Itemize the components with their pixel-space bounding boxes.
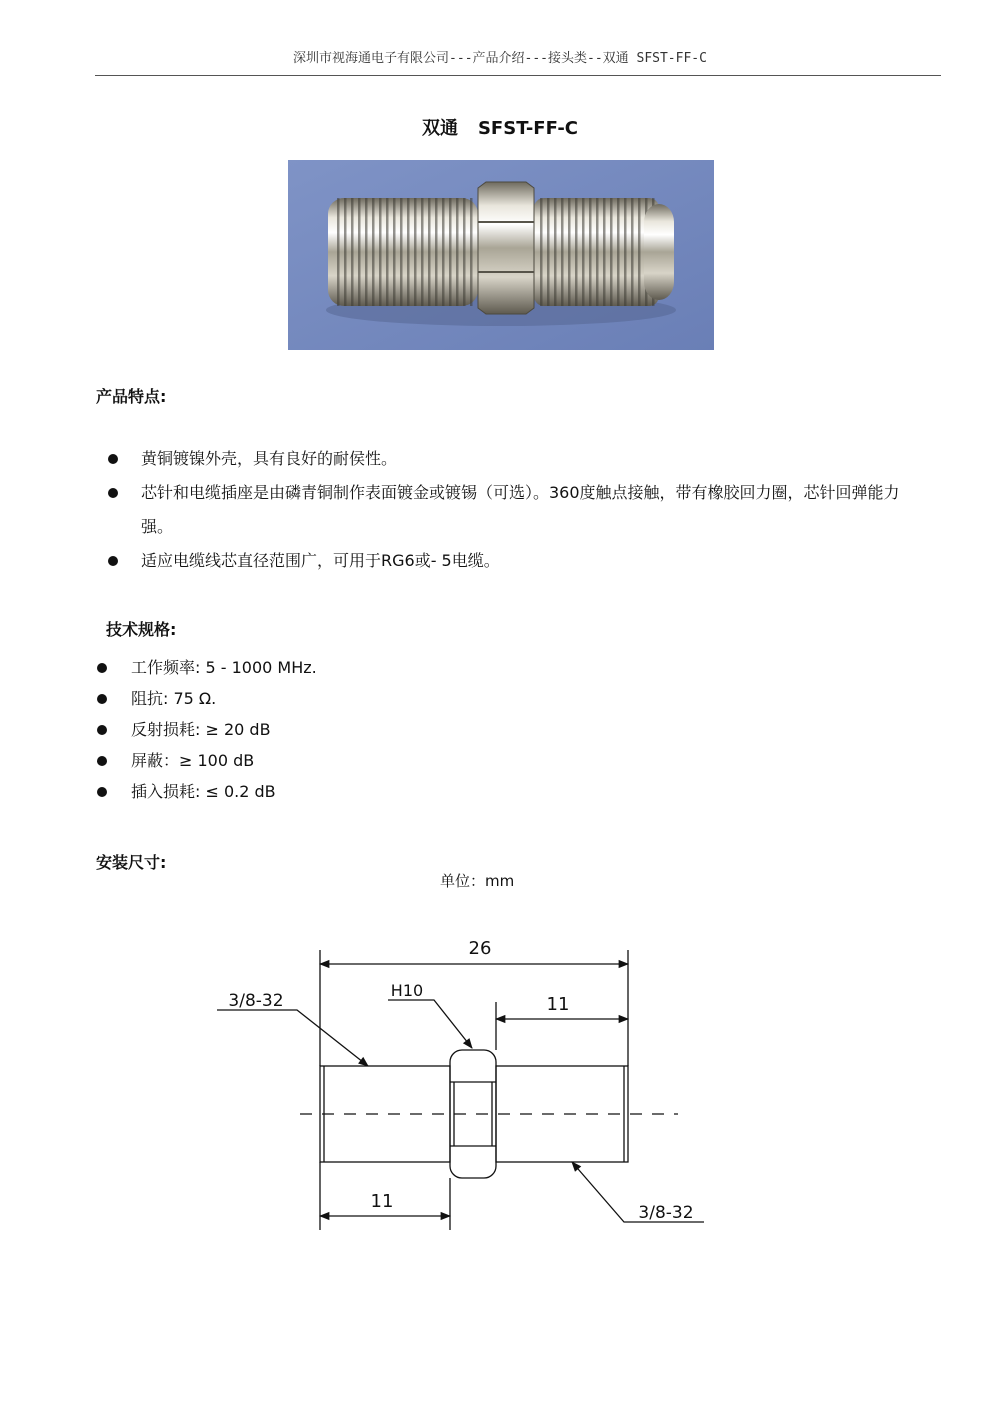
hex-leader: [388, 1000, 472, 1048]
feature-text: 适应电缆线芯直径范围广，可用于RG6或- 5电缆。: [141, 551, 500, 570]
dimensions-heading: 安装尺寸:: [96, 853, 167, 872]
bullet-icon: [97, 725, 107, 735]
spec-text: 反射损耗: ≥ 20 dB: [131, 720, 271, 739]
thread-spec-right-label: 3/8-32: [638, 1203, 694, 1223]
bullet-icon: [108, 454, 118, 464]
spec-text: 阻抗: 75 Ω.: [131, 689, 217, 708]
thread-spec-left-leader: [217, 1010, 368, 1066]
bullet-icon: [97, 787, 107, 797]
spec-text: 工作频率: 5 - 1000 MHz.: [131, 658, 317, 677]
spec-text: 插入损耗: ≤ 0.2 dB: [131, 782, 276, 801]
feature-text: 黄铜镀镍外壳，具有良好的耐侯性。: [141, 449, 398, 468]
overall-length-label: 26: [468, 938, 492, 959]
bullet-icon: [97, 694, 107, 704]
page-title: [0, 114, 1000, 140]
bullet-icon: [97, 663, 107, 673]
hex-label: H10: [390, 981, 424, 1000]
product-model: SFST-FF-C: [477, 118, 579, 139]
feature-text: 芯针和电缆插座是由磷青铜制作表面镀金或镀锡（可选）。360度触点接触，带有橡胶回力圈，芯针回弹能力强。: [141, 483, 900, 536]
right-length-label: 11: [546, 994, 570, 1015]
dimension-drawing: [200, 930, 720, 1230]
specs-heading: 技术规格:: [106, 620, 177, 639]
bullet-icon: [97, 756, 107, 766]
features-heading: 产品特点:: [96, 387, 167, 406]
product-photo: [288, 160, 714, 350]
page-header: 深圳市视海通电子有限公司---产品介绍---接头类--双通 SFST-FF-C: [293, 51, 707, 66]
bullet-icon: [108, 488, 118, 498]
unit-label: 单位：mm: [440, 872, 515, 890]
product-name: 双通: [421, 118, 458, 139]
thread-spec-left-label: 3/8-32: [228, 991, 284, 1011]
spec-text: 屏蔽：≥ 100 dB: [131, 751, 255, 770]
bullet-icon: [108, 556, 118, 566]
left-thread-body: [320, 1066, 450, 1162]
left-length-label: 11: [370, 1191, 394, 1212]
header-divider: [95, 75, 941, 76]
